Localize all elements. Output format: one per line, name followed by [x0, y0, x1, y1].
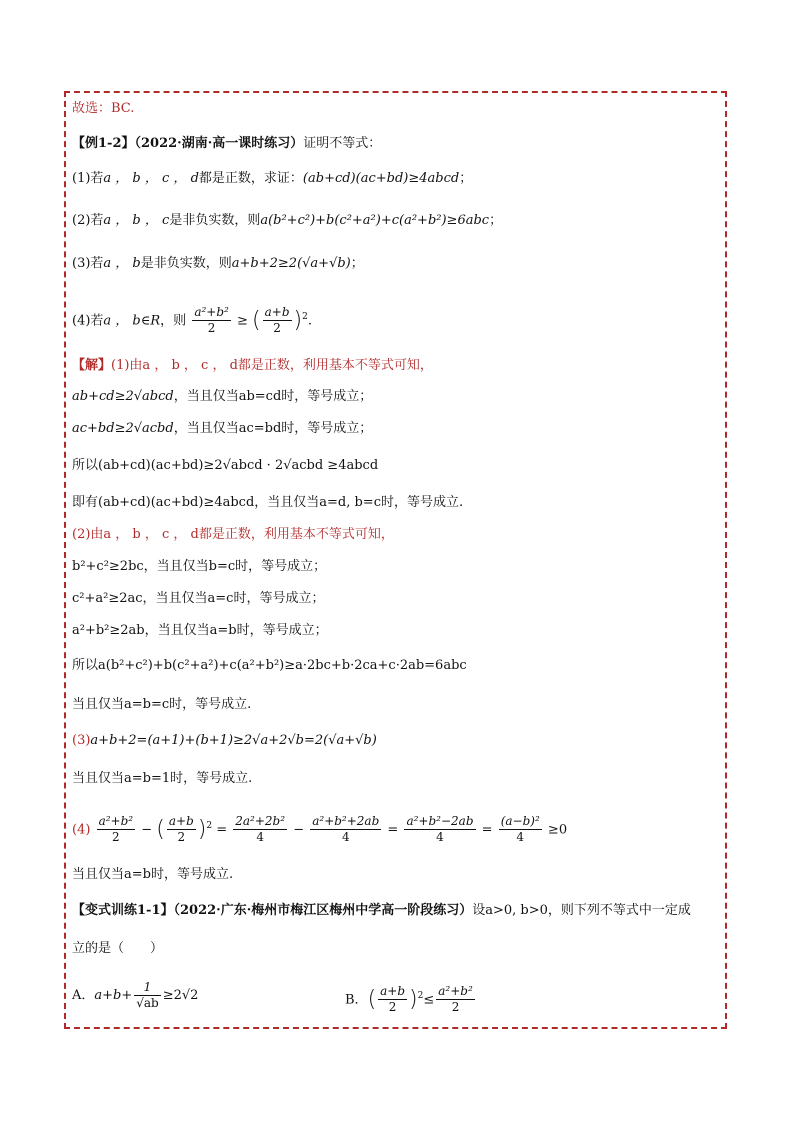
solution-p1-l3: 所以(ab+cd)(ac+bd)≥2√abcd · 2√acbd ≥4abcd: [72, 458, 379, 473]
solution-p1-l1: ab+cd≥2√abcd，当且仅当ab=cd时，等号成立；: [72, 389, 373, 404]
intro-line: [72, 100, 134, 118]
variant-option-a: A．a+b+ $\frac{1}{√ab}$ ≥2√2: [72, 980, 199, 1010]
solution-p2-head: (2)由a ， b ， c ， d都是正数，利用基本不等式可知，: [72, 527, 394, 542]
variant-option-b: B．( $\frac{a+b}{2}$ )$^2$≤ $\frac{\text{a²+b²}}{2}$: [345, 984, 473, 1015]
example-stem: 证明不等式：: [303, 136, 382, 151]
example-tag: 【例1-2】: [72, 136, 135, 151]
example-header: [72, 135, 381, 153]
solution-p2-l3: a²+b²≥2ab，当且仅当a=b时，等号成立；: [72, 623, 328, 638]
intro-text: 故选：BC.: [72, 101, 135, 116]
example-item-4: (4)若a ， b∈R，则 $\frac{\text{a²+b²}}{2}$ ≥ ( $\frac{a+b}{2}$ )$^2$.: [72, 305, 312, 336]
solution-p2-l5: 当且仅当a=b=c时，等号成立.: [72, 697, 252, 712]
solution-p2-l1: b²+c²≥2bc，当且仅当b=c时，等号成立；: [72, 559, 327, 574]
example-item-1: (1)若a ， b ， c ， d都是正数，求证：(ab+cd)(ac+bd)≥4abcd；: [72, 171, 473, 186]
variant-tag: 【变式训练1-1】: [72, 903, 174, 918]
solution-p3-l2: 当且仅当a=b=1时，等号成立.: [72, 771, 253, 786]
solution-p2-l2: c²+a²≥2ac，当且仅当a=c时，等号成立；: [72, 591, 325, 606]
solution-p4-l2: 当且仅当a=b时，等号成立.: [72, 867, 234, 882]
solution-p1-l2: ac+bd≥2√acbd，当且仅当ac=bd时，等号成立；: [72, 421, 373, 436]
variant-header: 【变式训练1-1】（2022·广东·梅州市梅江区梅州中学高一阶段练习）设a>0, b>0，则下列不等式中一定成: [72, 903, 691, 918]
example-item-2: (2)若a ， b ， c是非负实数，则a(b²+c²)+b(c²+a²)+c(a²+b²)≥6abc；: [72, 213, 503, 228]
variant-source: （2022·广东·梅州市梅江区梅州中学高一阶段练习）: [173, 903, 473, 918]
solution-tag: 【解】: [72, 358, 112, 373]
example-source: （2022·湖南·高一课时练习）: [134, 136, 304, 151]
example-item-3: (3)若a ， b是非负实数，则a+b+2≥2(√a+√b)；: [72, 256, 364, 271]
solution-p4-l1: (4) $\frac{\text{a²+b²}}{2}$ − ( $\frac{a+b}{2}$ )$^2$ = $\frac{\text{2a²+2b²}}{4}$ − $\frac{\text{a²+b²+2ab}}{4}$ = $\frac{\text{a²+b²−2ab}}{4}$ = $\frac{\text{(a−b)²}}{4}$ ≥0: [72, 814, 568, 845]
solution-p1-l4: 即有(ab+cd)(ac+bd)≥4abcd，当且仅当a=d, b=c时，等号成立.: [72, 495, 464, 510]
variant-stem-2: 立的是（ ）: [72, 941, 164, 956]
solution-head: 【解】(1)由a ， b ， c ， d都是正数，利用基本不等式可知，: [72, 358, 433, 373]
solution-p3-l1: (3)a+b+2=(a+1)+(b+1)≥2√a+2√b=2(√a+√b): [72, 733, 377, 748]
solution-p2-l4: 所以a(b²+c²)+b(c²+a²)+c(a²+b²)≥a·2bc+b·2ca+c·2ab=6abc: [72, 658, 467, 673]
